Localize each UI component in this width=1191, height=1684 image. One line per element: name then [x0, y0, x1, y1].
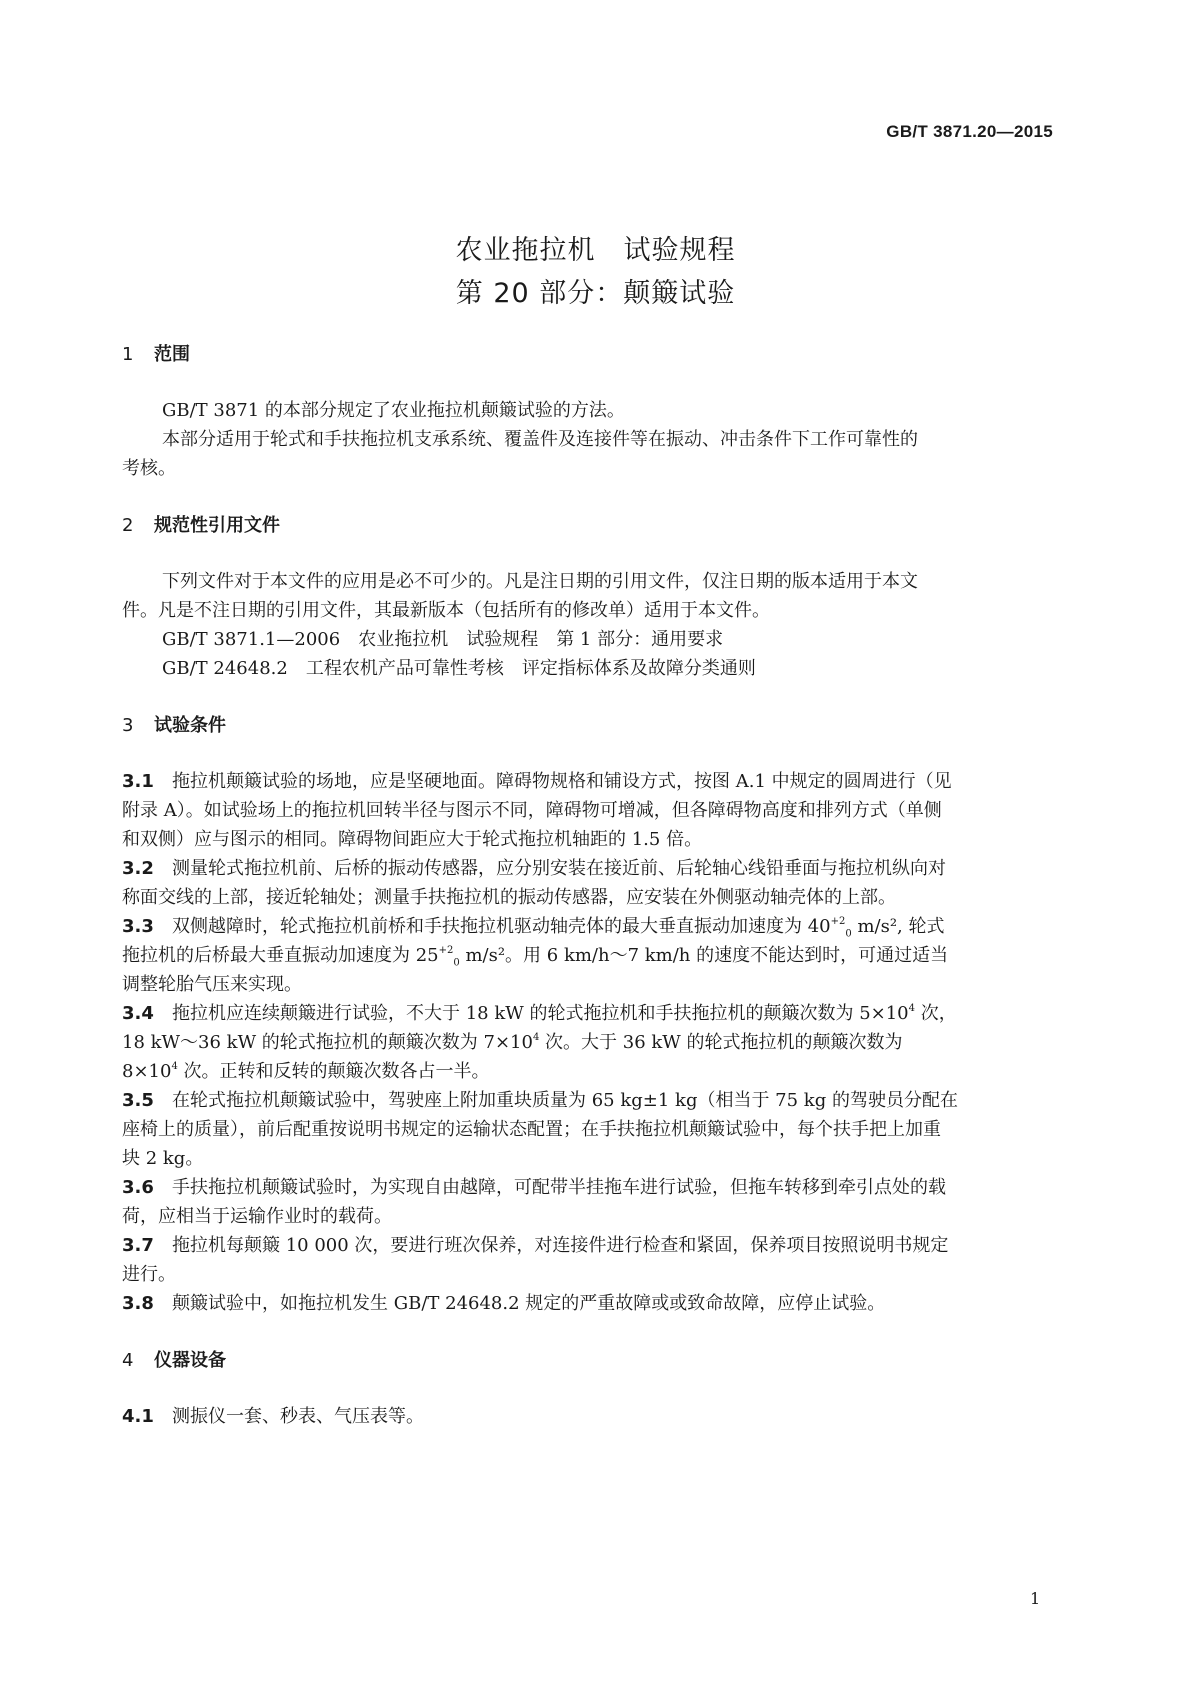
clause-text: 拖拉机颠簸试验的场地，应是坚硬地面。障碍物规格和铺设方式，按图 A.1 中规定的圆周进行（见	[172, 771, 952, 792]
section-heading-scope	[122, 340, 190, 366]
document-title: 农业拖拉机 试验规程	[455, 235, 736, 266]
clause-number: 4.1	[122, 1406, 154, 1427]
clause-text: 拖拉机的后桥最大垂直振动加速度为 25	[122, 945, 439, 966]
clause-text: 在轮式拖拉机颠簸试验中，驾驶座上附加重块质量为 65 kg±1 kg（相当于 75 kg 的驾驶员分配在	[172, 1090, 958, 1111]
clause-3-6	[122, 1173, 1070, 1199]
clause-3-8	[122, 1289, 1070, 1315]
paragraph-line: 考核。	[122, 458, 176, 479]
section-number: 1	[122, 344, 134, 365]
clause-number: 3.3	[122, 916, 154, 937]
clause-number: 3.6	[122, 1177, 154, 1198]
clause-text: 次，	[915, 1003, 957, 1024]
exponent: 4	[908, 1003, 916, 1014]
paragraph-line	[122, 1057, 1070, 1083]
clause-text: m/s²。用 6 km/h～7 km/h 的速度不能达到时，可通过适当	[459, 945, 949, 966]
paragraph-line: 和双侧）应与图示的相同。障碍物间距应大于轮式拖拉机轴距的 1.5 倍。	[122, 829, 703, 850]
clause-3-7	[122, 1231, 1070, 1257]
clause-text: m/s², 轮式	[851, 916, 945, 937]
page-number: 1	[1030, 1589, 1041, 1608]
clause-3-2	[122, 854, 1070, 880]
standard-code: GB/T 3871.20—2015	[886, 122, 1053, 141]
paragraph-line: GB/T 3871 的本部分规定了农业拖拉机颠簸试验的方法。	[162, 400, 625, 421]
tolerance-subscript: 0	[845, 928, 852, 940]
section-title: 仪器设备	[154, 1350, 226, 1371]
clause-text: 双侧越障时，轮式拖拉机前桥和手扶拖拉机驱动轴壳体的最大垂直振动加速度为 40	[172, 916, 831, 937]
section-heading-test-conditions	[122, 711, 226, 737]
clause-text: 拖拉机应连续颠簸进行试验，不大于 18 kW 的轮式拖拉机和手扶拖拉机的颠簸次数为 5×10	[172, 1003, 909, 1024]
paragraph-line: 本部分适用于轮式和手扶拖拉机支承系统、覆盖件及连接件等在振动、冲击条件下工作可靠性的	[162, 429, 918, 450]
section-heading-instruments	[122, 1346, 226, 1372]
tolerance-superscript: +2	[438, 945, 454, 956]
section-number: 3	[122, 715, 134, 736]
paragraph-line	[122, 1028, 1070, 1054]
paragraph-line: 块 2 kg。	[122, 1148, 204, 1169]
clause-text: 18 kW～36 kW 的轮式拖拉机的颠簸次数为 7×10	[122, 1032, 533, 1053]
clause-number: 3.4	[122, 1003, 154, 1024]
section-title: 规范性引用文件	[154, 515, 280, 536]
paragraph-line: 荷，应相当于运输作业时的载荷。	[122, 1206, 392, 1227]
exponent: 4	[532, 1032, 540, 1043]
clause-text: 测量轮式拖拉机前、后桥的振动传感器，应分别安装在接近前、后轮轴心线铅垂面与拖拉机纵向对	[172, 858, 946, 879]
section-title: 试验条件	[154, 715, 226, 736]
clause-text: 次。正转和反转的颠簸次数各占一半。	[177, 1061, 490, 1082]
paragraph-line: 下列文件对于本文件的应用是必不可少的。凡是注日期的引用文件，仅注日期的版本适用于本文	[162, 571, 918, 592]
paragraph-line: 件。凡是不注日期的引用文件，其最新版本（包括所有的修改单）适用于本文件。	[122, 600, 770, 621]
paragraph-line: 座椅上的质量），前后配重按说明书规定的运输状态配置；在手扶拖拉机颠簸试验中，每个扶手把上加重	[122, 1119, 941, 1140]
exponent: 4	[171, 1061, 178, 1072]
tolerance-superscript: +2	[830, 916, 846, 927]
clause-text: 8×10	[122, 1061, 172, 1082]
tolerance-subscript: 0	[453, 957, 460, 969]
reference-item: GB/T 3871.1—2006 农业拖拉机 试验规程 第 1 部分：通用要求	[162, 629, 724, 650]
section-title: 范围	[154, 344, 190, 365]
clause-number: 3.5	[122, 1090, 154, 1111]
paragraph-line: 调整轮胎气压来实现。	[122, 974, 302, 995]
reference-item: GB/T 24648.2 工程农机产品可靠性考核 评定指标体系及故障分类通则	[162, 658, 756, 679]
clause-text: 拖拉机每颠簸 10 000 次，要进行班次保养，对连接件进行检查和紧固，保养项目按照说明书规定	[172, 1235, 949, 1256]
paragraph-line	[122, 941, 1070, 969]
clause-number: 3.1	[122, 771, 154, 792]
clause-number: 3.8	[122, 1293, 154, 1314]
paragraph-line: 附录 A）。如试验场上的拖拉机回转半径与图示不同，障碍物可增减，但各障碍物高度和排列方式（单侧	[122, 800, 942, 821]
section-number: 4	[122, 1350, 134, 1371]
section-number: 2	[122, 515, 134, 536]
paragraph-line: 进行。	[122, 1264, 176, 1285]
clause-text: 手扶拖拉机颠簸试验时，为实现自由越障，可配带半挂拖车进行试验，但拖车转移到牵引点处的载	[172, 1177, 946, 1198]
paragraph-line: 称面交线的上部，接近轮轴处；测量手扶拖拉机的振动传感器，应安装在外侧驱动轴壳体的上部。	[122, 887, 896, 908]
clause-3-1	[122, 767, 1070, 793]
document-subtitle: 第 20 部分：颠簸试验	[455, 278, 736, 309]
section-heading-references	[122, 511, 280, 537]
clause-number: 3.2	[122, 858, 154, 879]
clause-3-5	[122, 1086, 1070, 1112]
clause-number: 3.7	[122, 1235, 154, 1256]
clause-text: 颠簸试验中，如拖拉机发生 GB/T 24648.2 规定的严重故障或或致命故障，应停止试验。	[172, 1293, 886, 1314]
clause-3-4	[122, 999, 1070, 1025]
clause-3-3	[122, 912, 1070, 940]
clause-4-1	[122, 1402, 1070, 1428]
clause-text: 次。大于 36 kW 的轮式拖拉机的颠簸次数为	[539, 1032, 903, 1053]
clause-text: 测振仪一套、秒表、气压表等。	[172, 1406, 424, 1427]
